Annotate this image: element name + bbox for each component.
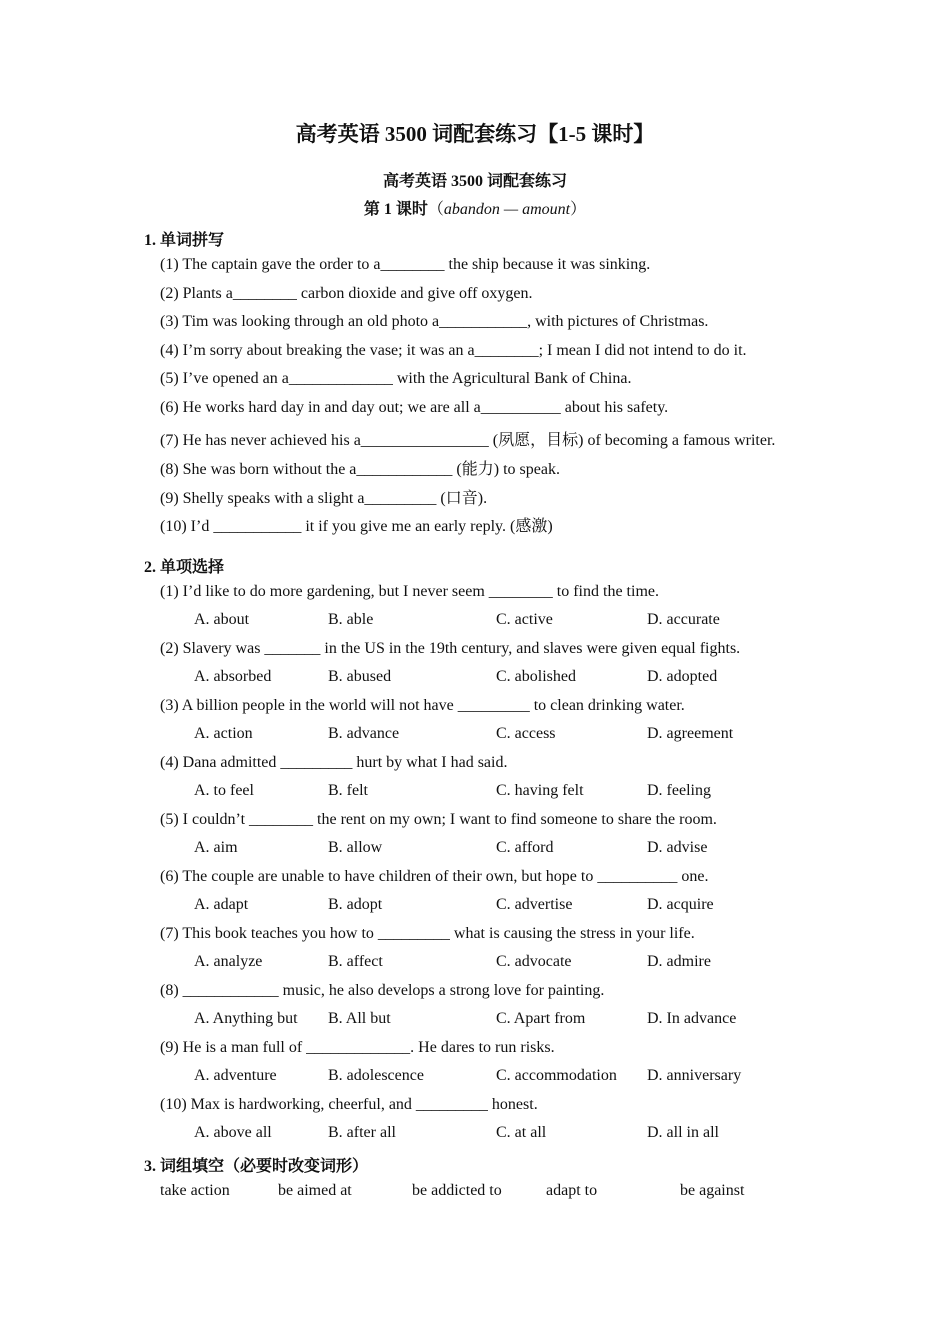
- option-a: A. absorbed: [194, 668, 272, 685]
- option-d: D. advise: [647, 839, 708, 856]
- option-c: C. having felt: [496, 782, 584, 799]
- option-a: A. adventure: [194, 1067, 277, 1084]
- document-subtitle: 高考英语 3500 词配套练习: [382, 173, 567, 190]
- spelling-item-4: (4) I’m sorry about breaking the vase; it was an a________; I mean I did not intend to do it.: [160, 342, 747, 359]
- spelling-item-1: (1) The captain gave the order to a________ the ship because it was sinking.: [160, 256, 651, 273]
- spelling-item-10: (10) I’d ___________ it if you give me an early reply. (感激): [160, 518, 553, 535]
- lesson-paren-close: ）: [570, 201, 587, 218]
- option-d: D. agreement: [647, 725, 734, 742]
- lesson-paren-open: （: [427, 201, 444, 218]
- option-d: D. In advance: [647, 1010, 737, 1027]
- document-title: 高考英语 3500 词配套练习【1-5 课时】: [295, 122, 655, 146]
- option-d: D. acquire: [647, 896, 714, 913]
- option-c: C. active: [496, 611, 553, 628]
- option-b: B. abused: [328, 668, 392, 685]
- option-c: C. advertise: [496, 896, 573, 913]
- option-d: D. anniversary: [647, 1067, 742, 1084]
- lesson-word-range: abandon — amount: [443, 201, 571, 218]
- spelling-item-9: (9) Shelly speaks with a slight a_________ (口音).: [160, 490, 488, 507]
- option-b: B. adolescence: [328, 1067, 424, 1084]
- option-c: C. accommodation: [496, 1067, 617, 1084]
- question-stem-10: (10) Max is hardworking, cheerful, and _________ honest.: [160, 1096, 538, 1113]
- option-a: A. aim: [194, 839, 238, 856]
- phrase-option: be addicted to: [412, 1182, 502, 1199]
- option-c: C. abolished: [496, 668, 576, 685]
- option-d: D. feeling: [647, 782, 711, 799]
- spelling-item-7: (7) He has never achieved his a________________ (夙愿，目标) of becoming a famous writer.: [160, 432, 776, 449]
- spelling-item-6: (6) He works hard day in and day out; we are all a__________ about his safety.: [160, 399, 669, 416]
- question-stem-6: (6) The couple are unable to have children of their own, but hope to __________ one.: [160, 868, 709, 885]
- option-a: A. Anything but: [194, 1010, 298, 1027]
- question-stem-1: (1) I’d like to do more gardening, but I never seem ________ to find the time.: [160, 583, 659, 600]
- option-c: C. at all: [496, 1124, 547, 1141]
- option-a: A. above all: [194, 1124, 272, 1141]
- option-b: B. affect: [328, 953, 383, 970]
- option-c: C. afford: [496, 839, 554, 856]
- question-stem-8: (8) ____________ music, he also develops a strong love for painting.: [160, 982, 605, 999]
- question-stem-7: (7) This book teaches you how to _________ what is causing the stress in your life.: [160, 925, 695, 942]
- phrase-option: adapt to: [546, 1182, 598, 1199]
- option-b: B. allow: [328, 839, 383, 856]
- lesson-label: 第 1 课时: [363, 201, 428, 218]
- option-a: A. action: [194, 725, 253, 742]
- option-d: D. admire: [647, 953, 711, 970]
- question-stem-9: (9) He is a man full of _____________. He dares to run risks.: [160, 1039, 555, 1056]
- section-heading-spelling: 1. 单词拼写: [144, 232, 225, 249]
- lesson-heading: [0, 196, 950, 219]
- option-c: C. Apart from: [496, 1010, 586, 1027]
- question-stem-2: (2) Slavery was _______ in the US in the 19th century, and slaves were given equal fights.: [160, 640, 741, 657]
- phrase-option: be against: [680, 1182, 745, 1199]
- spelling-item-2: (2) Plants a________ carbon dioxide and give off oxygen.: [160, 285, 533, 302]
- option-d: D. adopted: [647, 668, 718, 685]
- option-b: B. felt: [328, 782, 368, 799]
- option-c: C. advocate: [496, 953, 572, 970]
- question-stem-4: (4) Dana admitted _________ hurt by what I had said.: [160, 754, 508, 771]
- option-b: B. All but: [328, 1010, 391, 1027]
- question-stem-3: (3) A billion people in the world will not have _________ to clean drinking water.: [160, 697, 685, 714]
- spelling-item-5: (5) I’ve opened an a_____________ with the Agricultural Bank of China.: [160, 370, 632, 387]
- option-c: C. access: [496, 725, 556, 742]
- option-a: A. adapt: [194, 896, 249, 913]
- option-d: D. accurate: [647, 611, 720, 628]
- phrase-option: be aimed at: [278, 1182, 352, 1199]
- option-a: A. analyze: [194, 953, 263, 970]
- spelling-item-8: (8) She was born without the a____________ (能力) to speak.: [160, 461, 560, 478]
- option-d: D. all in all: [647, 1124, 719, 1141]
- option-b: B. adopt: [328, 896, 383, 913]
- section-heading-phrase-fill: 3. 词组填空（必要时改变词形）: [144, 1158, 369, 1175]
- phrase-option: take action: [160, 1182, 230, 1199]
- option-a: A. to feel: [194, 782, 254, 799]
- option-b: B. advance: [328, 725, 400, 742]
- question-stem-5: (5) I couldn’t ________ the rent on my own; I want to find someone to share the room.: [160, 811, 717, 828]
- option-b: B. able: [328, 611, 374, 628]
- option-b: B. after all: [328, 1124, 396, 1141]
- section-heading-multiple-choice: 2. 单项选择: [144, 559, 225, 576]
- spelling-item-3: (3) Tim was looking through an old photo a___________, with pictures of Christmas.: [160, 313, 709, 330]
- option-a: A. about: [194, 611, 250, 628]
